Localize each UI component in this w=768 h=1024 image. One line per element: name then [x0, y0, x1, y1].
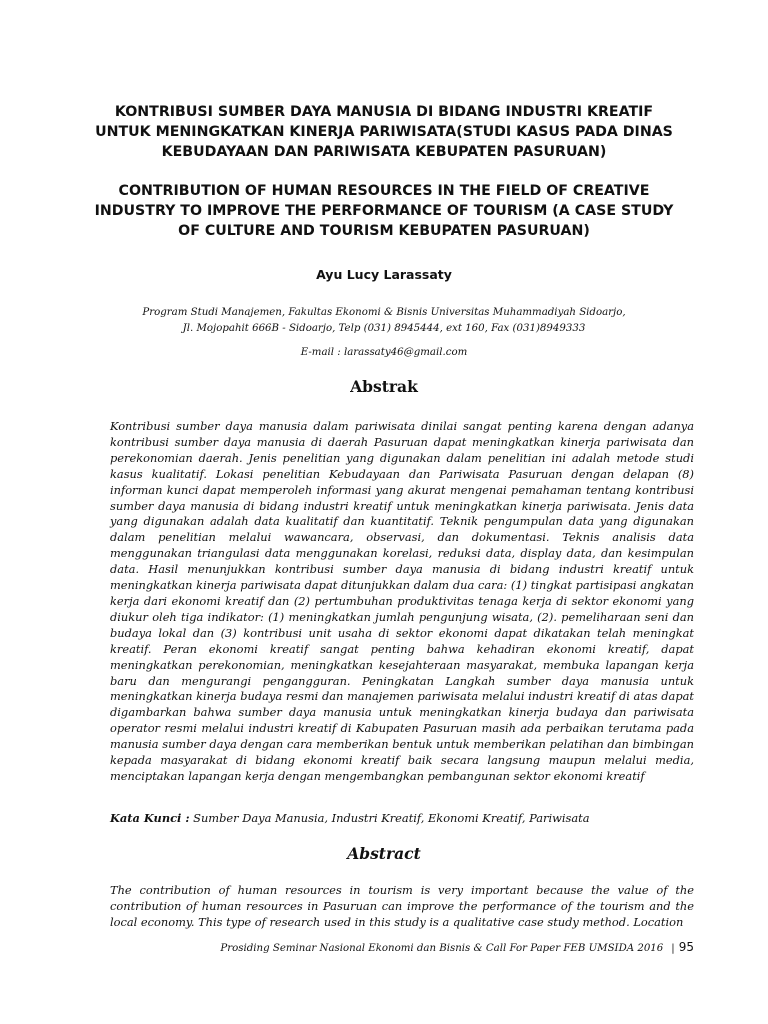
abstract-heading: Abstract [347, 844, 421, 863]
page-footer [190, 940, 694, 954]
keywords-text: Sumber Daya Manusia, Industri Kreatif, Ekonomi Kreatif, Pariwisata [189, 811, 590, 825]
affiliation-line-2: Jl. Mojopahit 666B - Sidoarjo, Telp (031) 8945444, ext 160, Fax (031)8949333 [182, 322, 586, 334]
affiliation-line-1: Program Studi Manajemen, Fakultas Ekonomi & Bisnis Universitas Muhammadiyah Sidoarjo, [142, 307, 626, 318]
abstrak-body: Kontribusi sumber daya manusia dalam pariwisata dinilai sangat penting karena dengan adanya kontribusi sumber daya manusia di daerah Pasuruan dapat meningkatkan kinerja pariwisata dan perekonomian daerah. Jenis penelitian yang digunakan dalam penelitian ini adalah metode studi kasus kualitatif. Lokasi penelitian Kebudayaan dan Pariwisata Pasuruan dengan delapan (8) informan kunci dapat memperoleh informasi yang akurat mengenai pemahaman tentang kontribusi sumber daya manusia di bidang industri kreatif untuk meningkatkan kinerja pariwisata. Jenis data yang digunakan adalah data kualitatif dan kuantitatif. Teknik pengumpulan data yang digunakan dalam penelitian melalui wawancara, observasi, dan dokumentasi. Teknis analisis data menggunakan triangulasi data menggunakan korelasi, reduksi data, display data, dan kesimpulan data. Hasil menunjukkan kontribusi sumber daya manusia di bidang industri kreatif untuk meningkatkan kinerja pariwisata dapat ditunjukkan dalam dua cara: (1) tingkat partisipasi angkatan kerja dari ekonomi kreatif dan (2) pertumbuhan produktivitas tenaga kerja di sektor ekonomi yang diukur oleh tiga indikator: (1) meningkatkan jumlah pengunjung wisata, (2). pemeliharaan seni dan budaya lokal dan (3) kontribusi unit usaha di sektor ekonomi dapat dikatakan telah meningkat kreatif. Peran ekonomi kreatif sangat penting bahwa kehadiran ekonomi kreatif, dapat meningkatkan perekonomian, meningkatkan kesejahteraan masyarakat, membuka lapangan kerja baru dan mengurangi pengangguran. Peningkatan Langkah sumber daya manusia untuk meningkatkan kinerja budaya resmi dan manajemen pariwisata melalui industri kreatif di atas dapat digambarkan bahwa sumber daya manusia untuk meningkatkan kinerja budaya dan pariwisata operator resmi melalui industri kreatif di Kabupaten Pasuruan masih ada perbaikan terutama pada manusia sumber daya dengan cara memberikan bentuk untuk memberikan pelatihan dan bimbingan kepada masyarakat di bidang ekonomi kreatif baik secara langsung maupun melalui media, menciptakan lapangan kerja dengan mengembangkan pembangunan sektor ekonomi kreatif [110, 419, 694, 783]
page-number: 95 [678, 940, 694, 954]
keywords-label: Kata Kunci : [110, 811, 190, 825]
author-email: E-mail : larassaty46@gmail.com [300, 347, 468, 358]
keywords-line [110, 811, 694, 825]
footer-separator: | [671, 943, 675, 954]
paper-title-english: CONTRIBUTION OF HUMAN RESOURCES IN THE FIELD OF CREATIVE INDUSTRY TO IMPROVE THE PERFORMANCE OF TOURISM (A CASE STUDY OF CULTURE AND TOURISM KEBUPATEN PASURUAN) [94, 183, 674, 239]
author-affiliation [90, 305, 678, 336]
author-name: Ayu Lucy Larassaty [316, 267, 452, 282]
footer-proceedings: Prosiding Seminar Nasional Ekonomi dan Bisnis & Call For Paper FEB UMSIDA 2016 [220, 943, 664, 954]
abstract-body: The contribution of human resources in tourism is very important because the value of the contribution of human resources in Pasuruan can improve the performance of the tourism and the local economy. This type of research used in this study is a qualitative case study method. Location [110, 883, 694, 929]
paper-title-indonesian: KONTRIBUSI SUMBER DAYA MANUSIA DI BIDANG INDUSTRI KREATIF UNTUK MENINGKATKAN KINERJA PARIWISATA(STUDI KASUS PADA DINAS KEBUDAYAAN DAN PARIWISATA KEBUPATEN PASURUAN) [95, 104, 673, 160]
abstrak-heading: Abstrak [350, 377, 418, 396]
